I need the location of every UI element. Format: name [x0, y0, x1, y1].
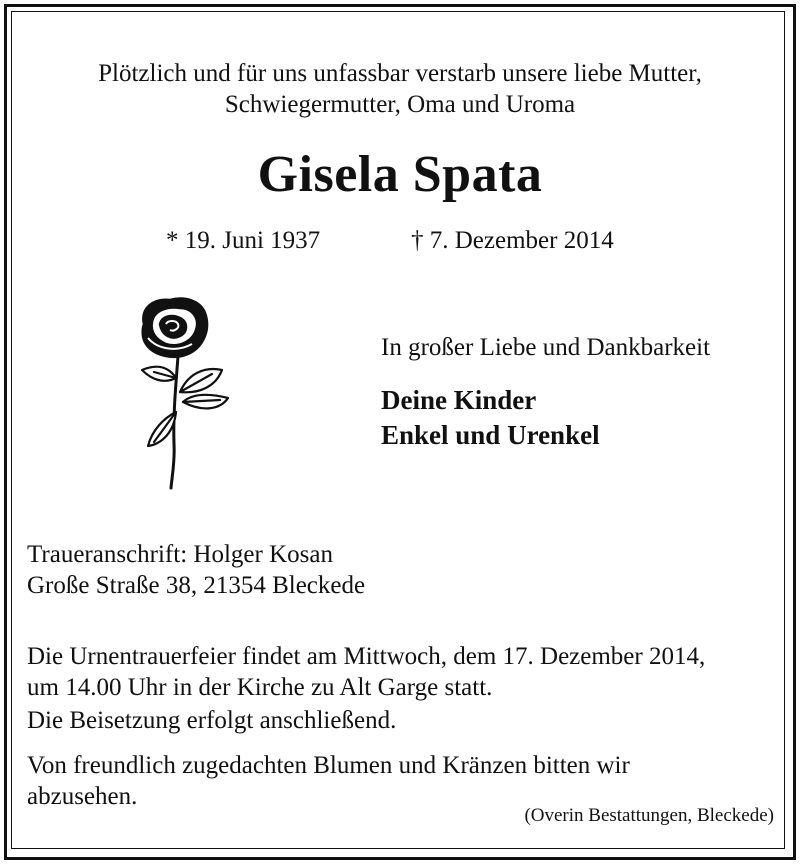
ceremony-paragraph	[27, 641, 705, 703]
birth-date: * 19. Juni 1937	[166, 227, 321, 254]
burial-paragraph	[27, 705, 396, 736]
address-line: Traueranschrift: Holger Kosan	[27, 541, 333, 568]
flowers-paragraph	[27, 750, 630, 812]
undertaker-credit: (Overin Bestattungen, Bleckede)	[524, 805, 774, 826]
death-date: † 7. Dezember 2014	[411, 227, 614, 254]
family-signature	[381, 383, 600, 453]
family-line: Enkel und Urenkel	[381, 420, 600, 450]
paragraph-line: abzusehen.	[27, 783, 138, 810]
intro-text	[0, 58, 800, 120]
rose-illustration-icon	[128, 294, 234, 492]
family-line: Deine Kinder	[381, 385, 537, 415]
mourning-address	[27, 539, 365, 601]
paragraph-line: Die Beisetzung erfolgt anschließend.	[27, 707, 397, 734]
paragraph-line: Von freundlich zugedachten Blumen und Kränzen bitten wir	[27, 752, 630, 779]
closing-line: In großer Liebe und Dankbarkeit	[381, 334, 711, 361]
paragraph-line: um 14.00 Uhr in der Kirche zu Alt Garge statt.	[27, 674, 493, 701]
address-line: Große Straße 38, 21354 Bleckede	[27, 572, 366, 599]
intro-line: Plötzlich und für uns unfassbar verstarb unsere liebe Mutter,	[98, 60, 702, 87]
paragraph-line: Die Urnentrauerfeier findet am Mittwoch, dem 17. Dezember 2014,	[27, 643, 706, 670]
intro-line: Schwiegermutter, Oma und Uroma	[224, 91, 576, 118]
deceased-name: Gisela Spata	[257, 146, 543, 203]
